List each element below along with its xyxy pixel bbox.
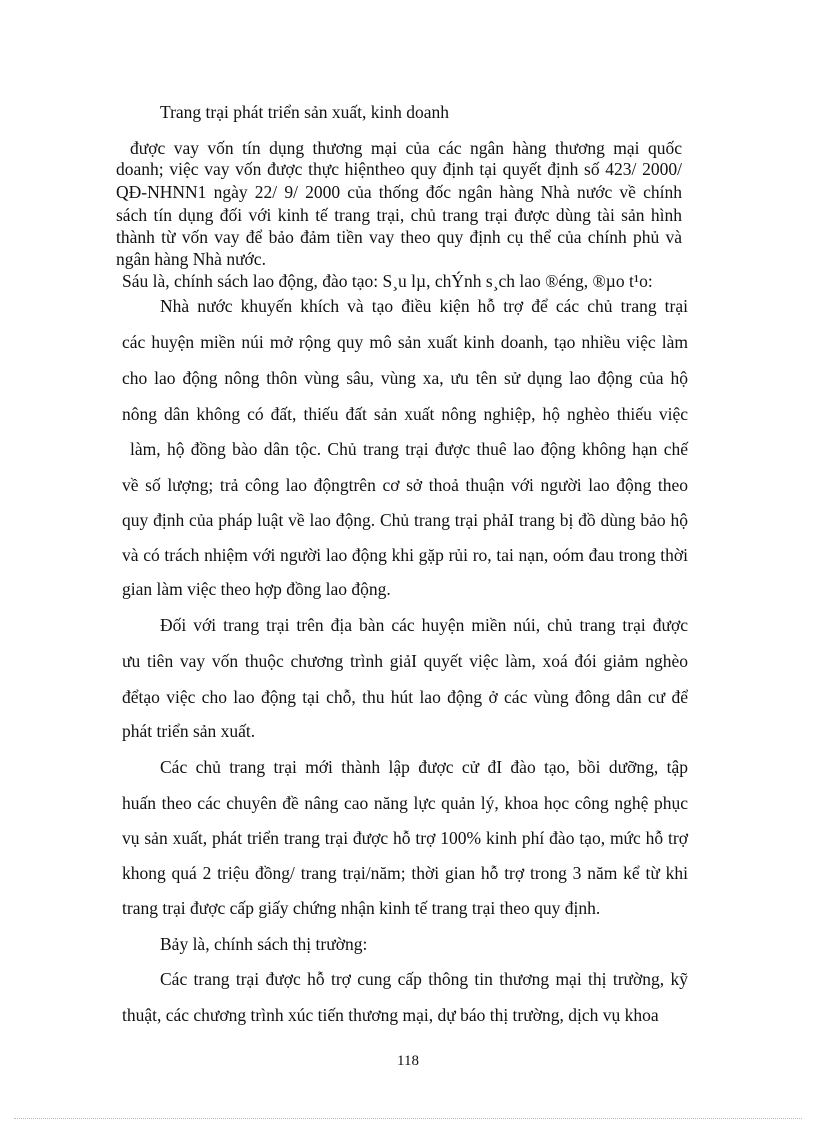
paragraph-line: về số lượng; trả công lao độngtrên cơ sở thoả thuận với người lao động theo: [122, 475, 688, 495]
paragraph-line: cho lao động nông thôn vùng sâu, vùng xa, ưu tên sử dụng lao động của hộ: [122, 368, 688, 388]
paragraph-line: đểtạo việc cho lao động tại chỗ, thu hút lao động ở các vùng đông dân cư để: [122, 687, 688, 707]
page-number: 118: [397, 1053, 419, 1069]
paragraph-line: thành từ vốn vay để bảo đảm tiền vay theo quy định cụ thể của chính phủ và: [116, 227, 682, 247]
paragraph-line: sách tín dụng đối với kinh tế trang trại, chủ trang trại được dùng tài sản hình: [116, 205, 682, 225]
paragraph-line: Nhà nước khuyến khích và tạo điều kiện hỗ trợ để các chủ trang trại: [160, 296, 688, 316]
paragraph-line: làm, hộ đồng bào dân tộc. Chủ trang trại được thuê lao động không hạn chế: [130, 439, 688, 459]
paragraph-line: khong quá 2 triệu đồng/ trang trại/năm; thời gian hỗ trợ trong 3 năm kể từ khi: [122, 863, 688, 883]
paragraph-line: Các trang trại được hỗ trợ cung cấp thông tin thương mại thị trường, kỹ: [160, 969, 688, 989]
page-bottom-dotted-rule: [14, 1118, 802, 1119]
paragraph-line: doanh; việc vay vốn được thực hiệntheo quy định tại quyết định số 423/ 2000/: [116, 159, 682, 179]
paragraph-line: các huyện miền núi mở rộng quy mô sản xuất kinh doanh, tạo nhiều việc làm: [122, 332, 688, 352]
paragraph-line: ngân hàng Nhà nước.: [116, 249, 266, 269]
paragraph-line: Đối với trang trại trên địa bàn các huyện miền núi, chủ trang trại được: [160, 615, 688, 635]
paragraph-line: QĐ-NHNN1 ngày 22/ 9/ 2000 của thống đốc ngân hàng Nhà nước về chính: [116, 182, 682, 202]
paragraph-line: huấn theo các chuyên đề nâng cao năng lực quản lý, khoa học công nghệ phục: [122, 793, 688, 813]
section-heading-line: Sáu là, chính sách lao động, đào tạo: S¸u lµ, chÝnh s¸ch lao ®éng, ®µo t¹o:: [122, 271, 653, 291]
paragraph-line: Các chủ trang trại mới thành lập được cử đI đào tạo, bồi dưỡng, tập: [160, 757, 688, 777]
paragraph-line: quy định của pháp luật về lao động. Chủ trang trại phảI trang bị đồ dùng bảo hộ: [122, 510, 688, 530]
paragraph-line: phát triển sản xuất.: [122, 721, 256, 741]
section-heading-line: Bảy là, chính sách thị trường:: [160, 934, 368, 954]
paragraph-line: trang trại được cấp giấy chứng nhận kinh tế trang trại theo quy định.: [122, 898, 601, 918]
paragraph-line: gian làm việc theo hợp đồng lao động.: [122, 579, 391, 599]
paragraph-line: ưu tiên vay vốn thuộc chương trình giảI quyết việc làm, xoá đói giảm nghèo: [122, 651, 688, 671]
paragraph-line: và có trách nhiệm với người lao động khi gặp rủi ro, tai nạn, oóm đau trong thời: [122, 545, 688, 565]
paragraph-heading-line: Trang trại phát triển sản xuất, kinh doanh: [160, 102, 450, 122]
paragraph-line: vụ sản xuất, phát triển trang trại được hỗ trợ 100% kinh phí đào tạo, mức hỗ trợ: [122, 828, 688, 848]
paragraph-line: thuật, các chương trình xúc tiến thương mại, dự báo thị trường, dịch vụ khoa: [122, 1005, 659, 1025]
paragraph-line: nông dân không có đất, thiếu đất sản xuất nông nghiệp, hộ nghèo thiếu việc: [122, 404, 688, 424]
paragraph-line: được vay vốn tín dụng thương mại của các ngân hàng thương mại quốc: [130, 138, 682, 158]
